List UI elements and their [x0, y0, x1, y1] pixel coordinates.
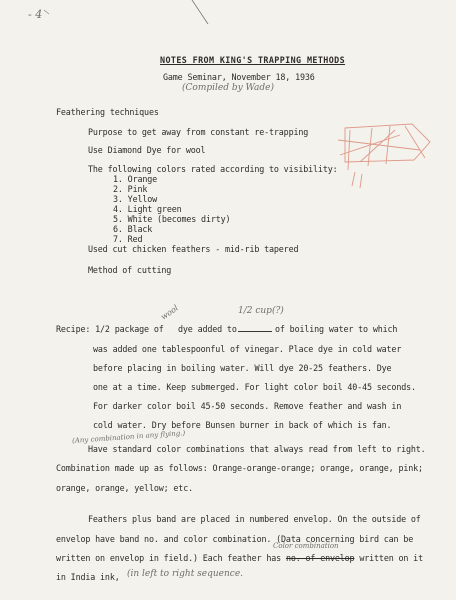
recipe-line: cold water. Dry before Bunsen burner in back of which is fan. [93, 420, 392, 430]
top-pencil-stroke [192, 0, 208, 24]
recipe-line: For darker color boil 45-50 seconds. Remove feather and wash in [93, 401, 402, 411]
recipe-line: before placing in boiling water. Will dye 20-25 feathers. Dye [93, 363, 392, 373]
compiled-by-note: (Compiled by Wade) [182, 83, 274, 93]
color-item: 4. Light green [113, 204, 182, 214]
handwritten-margin-note: (Any combination in any flying.) [71, 429, 186, 445]
color-item: 7. Red [113, 234, 143, 244]
color-item: 1. Orange [113, 174, 158, 184]
feathers-used-line: Used cut chicken feathers - mid-rib tapered [88, 244, 299, 254]
purpose-line: Purpose to get away from constant re-trapping [88, 127, 309, 137]
corner-scribble [44, 10, 49, 14]
combination-line: Combination made up as follows: Orange-orange-orange; orange, orange, pink; [56, 463, 423, 473]
document-title: NOTES FROM KING'S TRAPPING METHODS [160, 55, 346, 65]
color-item: 3. Yellow [113, 194, 158, 204]
recipe-line: one at a time. Keep submerged. For light color boil 40-45 seconds. [93, 382, 416, 392]
colors-intro: The following colors rated according to visibility: [88, 164, 338, 174]
handwritten-color-combination: Color combination [273, 542, 339, 550]
envelope-line: envelop have band no. and color combination. (Data concerning bird can be [56, 534, 414, 544]
recipe-line: was added one tablespoonful of vinegar. Place dye in cold water [93, 344, 402, 354]
envelope-line: Feathers plus band are placed in numbered envelop. On the outside of [88, 514, 421, 524]
combination-line: orange, orange, yellow; etc. [56, 483, 193, 493]
envelope-text: written on envelop in field.) Each feather has [56, 553, 282, 563]
handwritten-wool: wool [159, 303, 180, 322]
recipe-line: Recipe: 1/2 package of [56, 324, 164, 334]
handwritten-sequence-note: (in left to right sequence. [127, 569, 244, 579]
corner-pencil-mark: - 4 [28, 8, 43, 21]
envelope-text: written on it [359, 553, 423, 563]
sketch-drawing [338, 124, 430, 188]
handwritten-cup: 1/2 cup(?) [238, 306, 284, 316]
section-heading: Feathering techniques [56, 107, 159, 117]
method-line: Method of cutting [88, 265, 172, 275]
combination-line: Have standard color combinations that always read from left to right. [88, 444, 426, 454]
envelope-line: in India ink, [56, 572, 120, 582]
color-item: 6. Black [113, 224, 153, 234]
recipe-line: of boiling water to which [275, 324, 398, 334]
color-item: 5. White (becomes dirty) [113, 214, 231, 224]
recipe-line: dye added to [178, 324, 237, 334]
struck-text: no. of envelop [285, 553, 355, 563]
dye-line: Use Diamond Dye for wool [88, 145, 206, 155]
color-item: 2. Pink [113, 184, 148, 194]
document-subtitle: Game Seminar, November 18, 1936 [163, 72, 315, 82]
